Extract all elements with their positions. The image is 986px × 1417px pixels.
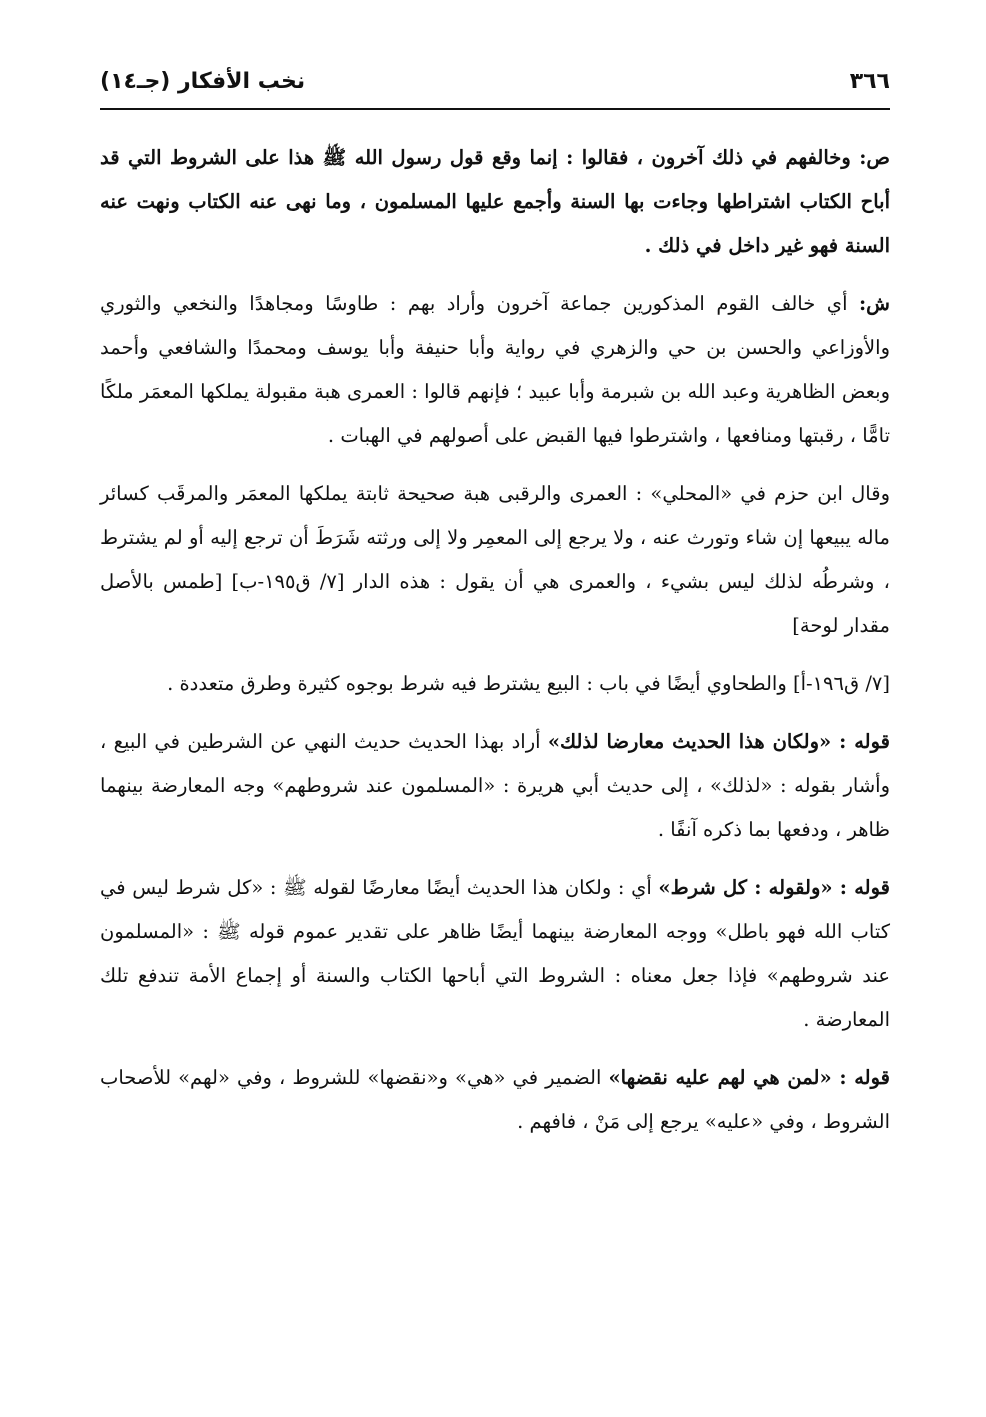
paragraph-text: أراد بهذا الحديث حديث النهي عن الشرطين في البيع ، وأشار بقوله : «لذلك» ، إلى حديث أبي هريرة : «المسلمون عند شروطهم» وجه المعارضة بينهما ظاهر ، ودفعها بما ذكره آنفًا .: [100, 730, 891, 841]
paragraph-ibn-hazm: [100, 472, 890, 648]
paragraph-marker: قوله :: [832, 876, 890, 899]
paragraph-marker: ص:: [859, 146, 890, 169]
paragraph-text: أي خالف القوم المذكورين جماعة آخرون وأراد بهم : طاوسًا ومجاهدًا والنخعي والثوري والأوزاعي والحسن بن حي والزهري في رواية وأبا حنيفة وأبا يوسف ومحمدًا والشافعي وأحمد وبعض الظاهرية وعبد الله بن شبرمة وأبا عبيد ؛ فإنهم قالوا : العمرى هبة مقبولة يملكها المعمَر ملكًا تامًّا ، رقبتها ومنافعها ، واشترطوا فيها القبض على أصولهم في الهبات .: [100, 292, 890, 447]
paragraph-commentary-1: [100, 720, 890, 852]
paragraph-text: الضمير في «هي» و«نقضها» للشروط ، وفي «لهم» للأصحاب الشروط ، وفي «عليه» يرجع إلى مَنْ ، فافهم .: [100, 1066, 890, 1133]
paragraph-tahawi: [100, 662, 890, 706]
paragraph-text: أي : ولكان هذا الحديث أيضًا معارضًا لقوله ﷺ : «كل شرط ليس في كتاب الله فهو باطل» ووجه المعارضة بينهما أيضًا ظاهر على تقدير عموم قوله ﷺ : «المسلمون عند شروطهم» فإذا جعل معناه : الشروط التي أباحها الكتاب والسنة أو إجماع الأمة تندفع تلك المعارضة .: [100, 876, 890, 1031]
quoted-phrase: «ولكان هذا الحديث معارضا لذلك»: [547, 730, 832, 753]
paragraph-marker: قوله :: [831, 730, 890, 753]
book-page: [100, 62, 890, 1158]
paragraph-commentary-2: [100, 866, 890, 1042]
page-header: [100, 62, 890, 102]
paragraph-shin: [100, 282, 890, 458]
quoted-phrase: «لمن هي لهم عليه نقضها»: [608, 1066, 832, 1089]
paragraph-marker: قوله :: [831, 1066, 890, 1089]
paragraph-text: وقال ابن حزم في «المحلي» : العمرى والرقبى هبة صحيحة ثابتة يملكها المعمَر والمرقَب كسائر ماله يبيعها إن شاء وتورث عنه ، ولا يرجع إلى المعمِر ولا إلى ورثته شَرَطَ أن ترجع إليه أو لم يشترط ، وشرطُه لذلك ليس بشيء ، والعمرى هي أن يقول : هذه الدار [٧/ ق١٩٥-ب] [طمس بالأصل مقدار لوحة]: [100, 482, 890, 637]
paragraph-marker: ش:: [858, 292, 890, 315]
book-title: نخب الأفكار (جـ١٤): [100, 69, 306, 94]
paragraph-text: [٧/ ق١٩٦-أ] والطحاوي أيضًا في باب : البيع يشترط فيه شرط بوجوه كثيرة وطرق متعددة .: [167, 672, 890, 695]
quoted-phrase: «ولقوله : كل شرط»: [658, 876, 833, 899]
paragraph-sad: [100, 136, 890, 268]
paragraph-commentary-3: [100, 1056, 890, 1144]
paragraph-text: وخالفهم في ذلك آخرون ، فقالوا : إنما وقع قول رسول الله ﷺ هذا على الشروط التي قد أباح الكتاب اشتراطها وجاءت بها السنة وأجمع عليها المسلمون ، وما نهى عنه الكتاب ونهت عنه السنة فهو غير داخل في ذلك .: [100, 146, 890, 257]
page-number: ٣٦٦: [849, 69, 890, 94]
header-rule: [100, 108, 890, 110]
